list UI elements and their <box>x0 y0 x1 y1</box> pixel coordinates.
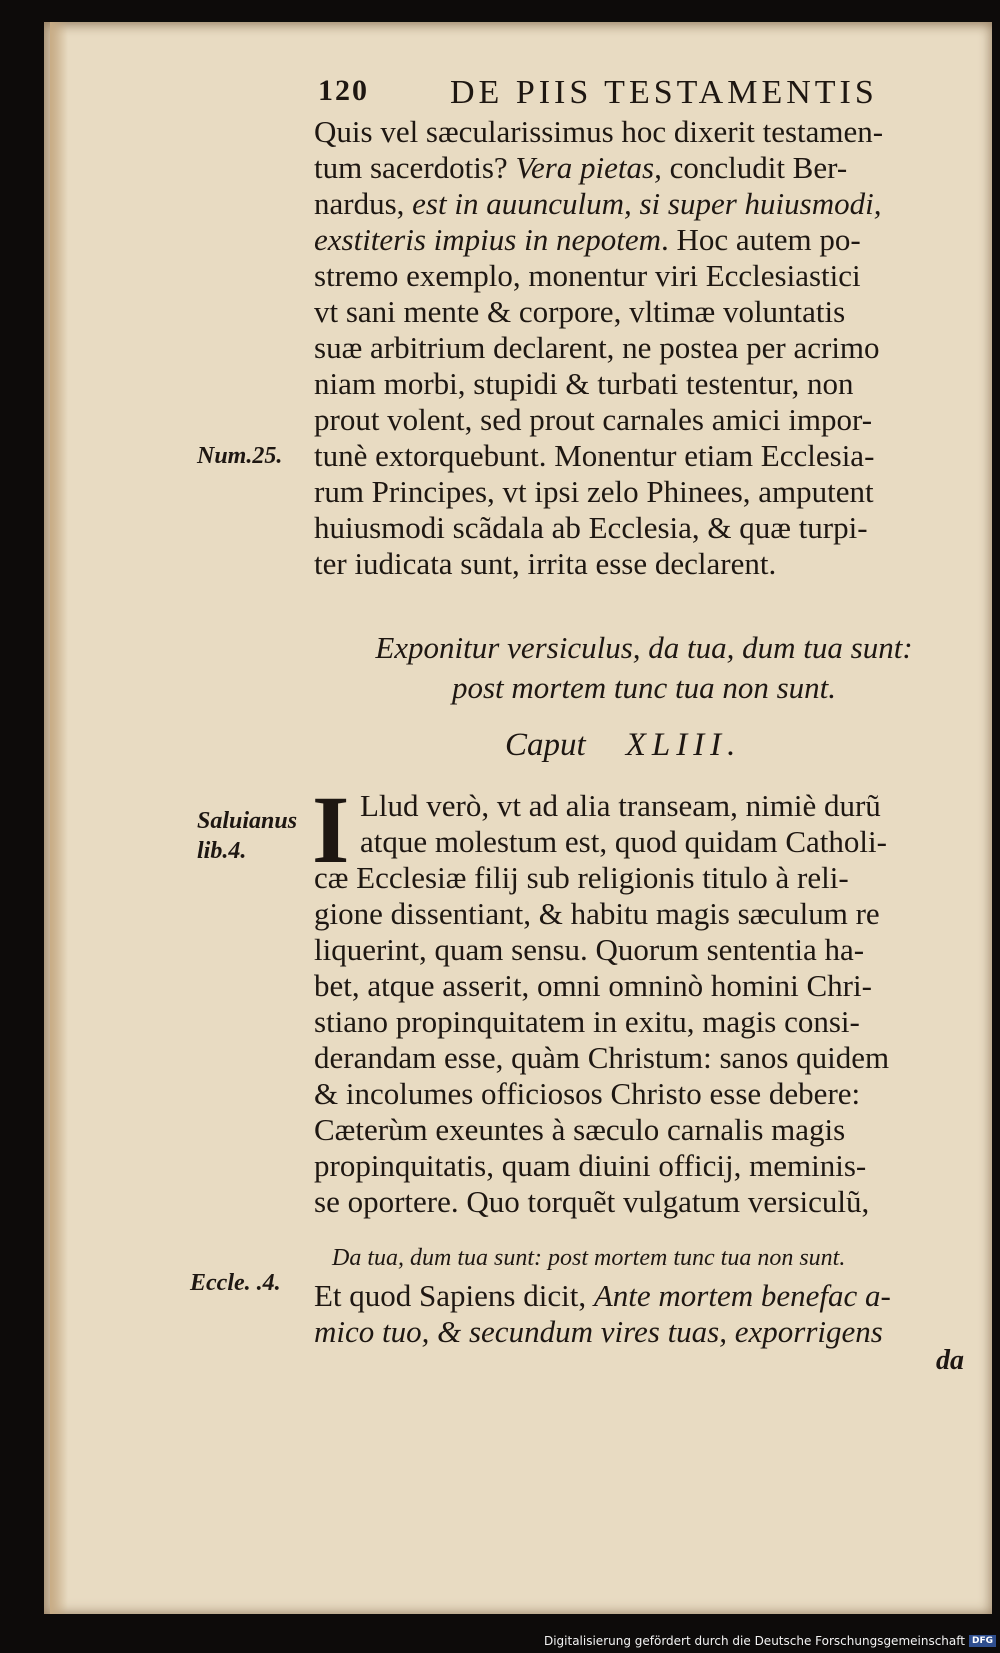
dfg-logo-icon: DFG <box>969 1635 996 1647</box>
text-segment: Et quod Sapiens dicit, <box>314 1278 594 1313</box>
text-segment: concludit Ber- <box>661 150 848 185</box>
italic-segment: exstiteris impius in nepotem <box>314 222 661 257</box>
digitization-credit <box>544 1631 996 1651</box>
quoted-verse: Da tua, dum tua sunt: post mortem tunc tua non sunt. <box>332 1245 846 1271</box>
italic-segment: Vera pietas, <box>515 150 662 185</box>
text-line: vt sani mente & corpore, vltimæ voluntatis <box>314 294 846 329</box>
credit-text: Digitalisierung gefördert durch die Deutsche Forschungsgemeinschaft <box>543 1634 965 1648</box>
caput-label: Caput <box>505 727 586 763</box>
text-segment: tum sacerdotis? <box>314 150 516 185</box>
text-segment: nardus, <box>314 186 413 221</box>
text-line: Cæterùm exeuntes à sæculo carnalis magis <box>314 1112 846 1147</box>
italic-segment: est in auunculum, si super huiusmodi, <box>412 186 882 221</box>
text-line: ter iudicata sunt, irrita esse declarent. <box>314 546 777 581</box>
page-header <box>318 74 928 118</box>
page-gutter-shadow <box>50 22 68 1614</box>
text-block-2 <box>312 776 986 1220</box>
text-line: atque molestum est, quod quidam Catholi- <box>360 824 887 859</box>
margin-note-saluianus <box>197 806 297 866</box>
text-line <box>314 186 986 222</box>
chapter-heading-line-1: Exponitur versiculus, da tua, dum tua sunt: <box>375 630 913 665</box>
text-line: se oportere. Quo torquẽt vulgatum versiculũ, <box>314 1184 870 1219</box>
margin-note-ecclesiasticus: Eccle. .4. <box>190 1270 281 1296</box>
text-block-1 <box>314 114 986 582</box>
text-segment: . Hoc autem po- <box>660 222 861 257</box>
running-title: DE PIIS TESTAMENTIS <box>450 74 878 111</box>
text-line: gione dissentiant, & habitu magis sæculum re <box>314 896 880 931</box>
text-line: Quis vel sæcularissimus hoc dixerit testamen- <box>314 114 884 149</box>
text-line: Llud verò, vt ad alia transeam, nimiè durũ <box>360 788 881 823</box>
margin-note-line: lib.4. <box>197 838 247 864</box>
catchword: da <box>936 1345 964 1376</box>
caput-roman-numeral: XLIII. <box>625 727 742 763</box>
text-line: & incolumes officiosos Christo esse debere: <box>314 1076 861 1111</box>
text-line: liquerint, quam sensu. Quorum sententia ha- <box>314 932 865 967</box>
margin-note-numbers: Num.25. <box>197 443 283 469</box>
text-line: tunè extorquebunt. Monentur etiam Ecclesia- <box>314 438 875 473</box>
text-line: huiusmodi scãdala ab Ecclesia, & quæ turpi- <box>314 510 868 545</box>
margin-note-line: Saluianus <box>197 808 298 834</box>
text-line: cæ Ecclesiæ filij sub religionis titulo à reli- <box>314 860 849 895</box>
drop-cap: I <box>312 776 350 883</box>
folio-number: 120 <box>318 74 369 107</box>
chapter-number <box>505 727 741 764</box>
text-line <box>314 222 986 258</box>
text-line: suæ arbitrium declarent, ne postea per acrimo <box>314 330 880 365</box>
text-line: bet, atque asserit, omni omninò homini Chri- <box>314 968 872 1003</box>
text-line: mico tuo, & secundum vires tuas, exporrigens <box>314 1314 883 1349</box>
text-block-3 <box>314 1278 986 1350</box>
text-line: prout volent, sed prout carnales amici impor- <box>314 402 873 437</box>
text-line: rum Principes, vt ipsi zelo Phinees, amputent <box>314 474 874 509</box>
chapter-heading-line-2: post mortem tunc tua non sunt. <box>451 670 837 705</box>
text-line: propinquitatis, quam diuini officij, meminis- <box>314 1148 867 1183</box>
text-line <box>314 1278 986 1314</box>
text-line: stremo exemplo, monentur viri Ecclesiastici <box>314 258 861 293</box>
text-line: derandam esse, quàm Christum: sanos quidem <box>314 1040 890 1075</box>
text-line: niam morbi, stupidi & turbati testentur, non <box>314 366 854 401</box>
text-line <box>314 150 986 186</box>
italic-segment: Ante mortem benefac a- <box>593 1278 891 1313</box>
text-line: stiano propinquitatem in exitu, magis consi- <box>314 1004 860 1039</box>
